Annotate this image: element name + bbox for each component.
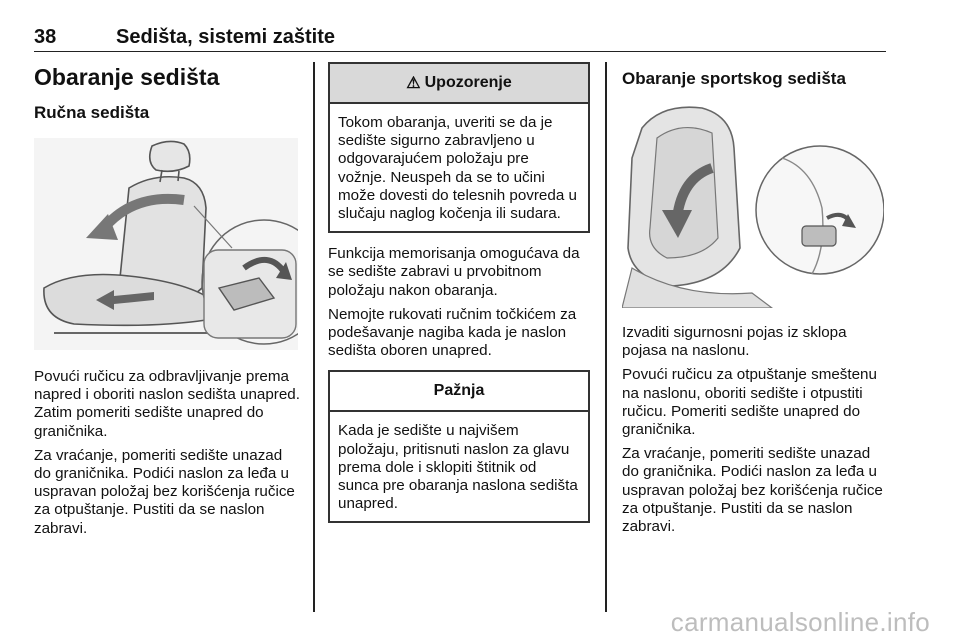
column-divider: [313, 62, 315, 612]
caution-title: Pažnja: [433, 382, 485, 400]
warning-title: Upozorenje: [424, 74, 512, 91]
section-subtitle: Ručna sedišta: [34, 103, 150, 122]
paragraph: Nemojte rukovati ručnim točkićem za podešavanje nagiba kada je naslon sedišta oboren unapred.: [328, 305, 577, 360]
warning-text: Tokom obaranja, uveriti se da je sedište sigurno zabravljeno u odgovarajućem položaju pre vožnje. Neuspeh da se to učini može dovesti do telesnih povreda u slučaju naglog kočenja ili sudara.: [338, 114, 577, 223]
paragraph: Za vraćanje, pomeriti sedište unazad do graničnika. Podići naslon za leđa u uspravan položaj bez korišćenja ručice za otpuštanje. Pustiti da se naslon zabravi.: [34, 446, 295, 537]
paragraph: Povući ručicu za odbravljivanje prema napred i oboriti naslon sedišta unapred. Zatim pomeriti sedište unapred do graničnika.: [34, 368, 300, 440]
column-right: [622, 62, 886, 542]
sport-seat-illustration: [622, 98, 884, 308]
paragraph: Za vraćanje, pomeriti sedište unazad do graničnika. Podići naslon za leđa u uspravan položaj bez korišćenja ručice za otpuštanje. Pustiti da se naslon zabravi.: [622, 445, 883, 536]
column-divider: [605, 62, 607, 612]
caution-header: [330, 372, 588, 412]
manual-seat-illustration: [34, 138, 298, 350]
column-left: [34, 62, 300, 544]
caution-box: [328, 370, 590, 523]
paragraph: Povući ručicu za otpuštanje smeštenu na naslonu, oboriti sedište i otpustiti ručicu. Pomeriti sedište unapred do graničnika.: [622, 366, 877, 439]
paragraph: Izvaditi sigurnosni pojas iz sklopa pojasa na naslonu.: [622, 324, 847, 360]
running-title: Sedišta, sistemi zaštite: [116, 26, 335, 48]
section-title: Obaranje sedišta: [34, 64, 220, 90]
warning-header: [330, 64, 588, 104]
watermark: carmanualsonline.info: [670, 607, 930, 637]
page-number: 38: [34, 26, 57, 48]
column-middle: [328, 62, 590, 535]
caution-text: Kada je sedište u najvišem položaju, pritisnuti naslon za glavu prema dole i sklopiti štitnik od sunca pre obaranja naslona sedišta unapred.: [338, 422, 578, 513]
page-header: [34, 26, 886, 52]
warning-icon: ⚠: [406, 75, 421, 92]
section-title: Obaranje sportskog sedišta: [622, 69, 846, 88]
paragraph: Funkcija memorisanja omogućava da se sedište zabravi u prvobitnom položaju nakon obaranja.: [328, 245, 580, 299]
warning-box: [328, 62, 590, 233]
